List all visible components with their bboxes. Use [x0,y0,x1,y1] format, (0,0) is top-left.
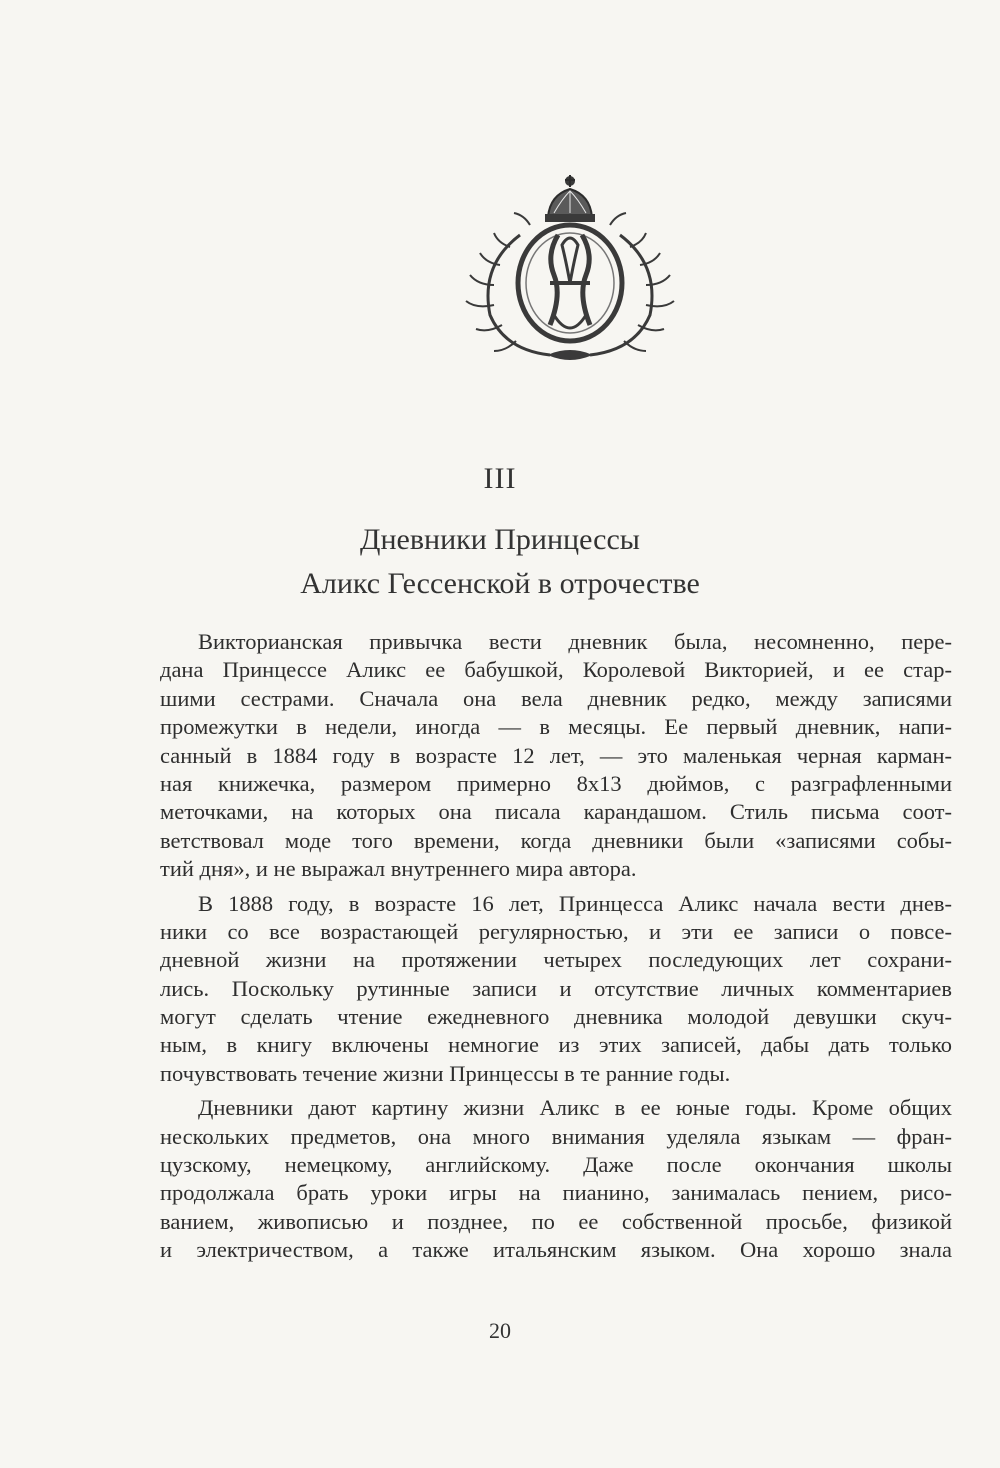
text-line: ветствовал моде того времени, когда дневники были «записями собы- [160,827,952,853]
page-number: 20 [489,1318,511,1343]
text-line: ванием, живописью и позднее, по ее собственной просьбе, физикой [160,1208,952,1234]
paragraph [160,1094,952,1264]
chapter-number: III [483,462,517,495]
text-line: тий дня», и не выражал внутреннего мира автора. [160,856,637,882]
text-line: Викторианская привычка вести дневник была, несомненно, пере- [198,629,952,654]
text-line: могут сделать чтение ежедневного дневника молодой девушки скуч- [160,1004,952,1030]
text-line: дневной жизни на протяжении четырех последующих лет сохрани- [160,947,952,973]
text-line: продолжала брать уроки игры на пианино, занималась пением, рисо- [160,1180,952,1206]
text-line: Дневники дают картину жизни Аликс в ее юные годы. Кроме общих [198,1095,952,1121]
crowned-monogram-wreath-icon [450,165,690,365]
text-line: меточками, на которых она писала карандашом. Стиль письма соот- [160,799,952,825]
chapter-title [0,518,1000,606]
text-line: и электричеством, а также итальянским языком. Она хорошо знала [160,1237,952,1263]
text-line: лись. Поскольку рутинные записи и отсутствие личных комментариев [160,975,952,1001]
text-line: ники со все возрастающей регулярностью, и эти ее записи о повсе- [160,918,952,944]
text-line: нескольких предметов, она много внимания уделяла языкам — фран- [160,1123,952,1149]
text-line: дана Принцессе Аликс ее бабушкой, Королевой Викторией, и ее стар- [160,657,952,683]
text-line: ная книжечка, размером примерно 8х13 дюймов, с разграфленными [160,770,952,796]
text-line: санный в 1884 году в возрасте 12 лет, — это маленькая черная карман- [160,742,952,768]
crown-icon [546,175,594,221]
chapter-title-line: Аликс Гессенской в отрочестве [300,567,700,600]
text-line: почувствовать течение жизни Принцессы в те ранние годы. [160,1060,731,1086]
body-text [160,628,952,1271]
paragraph [160,628,952,884]
paragraph [160,890,952,1089]
chapter-title-line: Дневники Принцессы [360,523,640,556]
text-line: шими сестрами. Сначала она вела дневник редко, между записями [160,685,952,711]
text-line: В 1888 году, в возрасте 16 лет, Принцесса Аликс начала вести днев- [198,890,952,916]
text-line: промежутки в недели, иногда — в месяцы. Ее первый дневник, напи- [160,714,952,740]
text-line: цузскому, немецкому, английскому. Даже после окончания школы [160,1152,952,1178]
text-line: ным, в книгу включены немногие из этих записей, дабы дать только [160,1032,952,1058]
